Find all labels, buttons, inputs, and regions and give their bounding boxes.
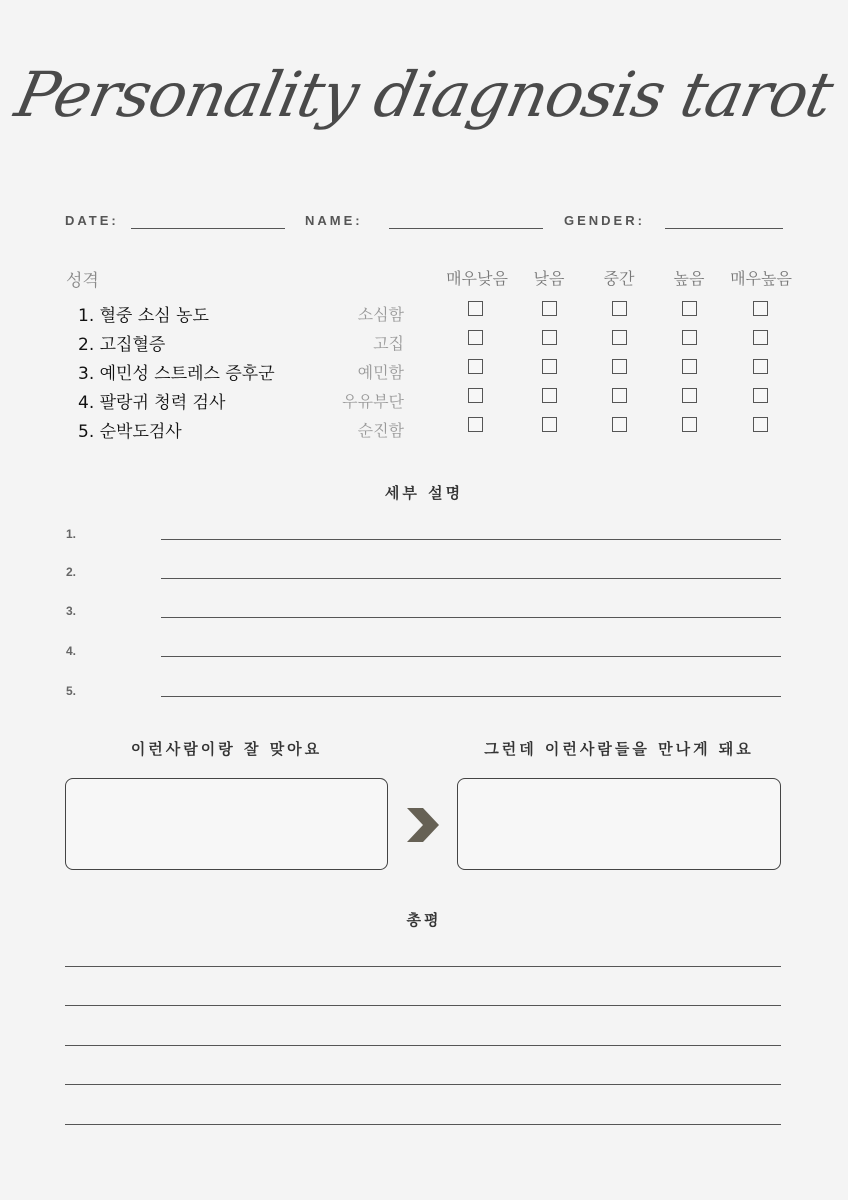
item-label: 4. 팔랑귀 청력 검사 xyxy=(78,393,226,413)
item-trait: 고집 xyxy=(373,334,404,353)
summary-line[interactable] xyxy=(65,1045,781,1046)
checkbox-high[interactable] xyxy=(682,359,697,374)
gender-label: GENDER: xyxy=(564,213,645,228)
rating-medium: 중간 xyxy=(603,269,635,288)
checkbox-high[interactable] xyxy=(682,388,697,403)
match-good-title: 이런사람이랑 잘 맞아요 xyxy=(130,740,323,758)
item-label: 1. 혈중 소심 농도 xyxy=(78,306,209,326)
summary-line[interactable] xyxy=(65,1084,781,1085)
checkbox-low[interactable] xyxy=(542,417,557,432)
checkbox-very-low[interactable] xyxy=(468,359,483,374)
match-good-box[interactable] xyxy=(65,778,388,870)
date-label: DATE: xyxy=(65,213,119,228)
checkbox-medium[interactable] xyxy=(612,417,627,432)
checkbox-very-high[interactable] xyxy=(753,359,768,374)
detail-line[interactable] xyxy=(161,656,781,657)
rating-very-high: 매우높음 xyxy=(730,269,792,288)
item-trait: 소심함 xyxy=(357,305,404,324)
item-label: 3. 예민성 스트레스 증후군 xyxy=(78,364,275,384)
checkbox-very-high[interactable] xyxy=(753,330,768,345)
summary-line[interactable] xyxy=(65,1005,781,1006)
checkbox-medium[interactable] xyxy=(612,301,627,316)
item-label: 2. 고집혈증 xyxy=(78,335,166,355)
name-label: NAME: xyxy=(305,213,363,228)
item-label: 5. 순박도검사 xyxy=(78,422,182,442)
checkbox-very-low[interactable] xyxy=(468,417,483,432)
gender-field-line[interactable] xyxy=(665,228,783,229)
detail-line[interactable] xyxy=(161,696,781,697)
name-field-line[interactable] xyxy=(389,228,543,229)
detail-line[interactable] xyxy=(161,539,781,540)
checkbox-low[interactable] xyxy=(542,330,557,345)
personality-header: 성격 xyxy=(66,271,99,291)
checkbox-low[interactable] xyxy=(542,388,557,403)
checkbox-low[interactable] xyxy=(542,301,557,316)
checkbox-very-high[interactable] xyxy=(753,417,768,432)
match-actual-title: 그런데 이런사람들을 만나게 돼요 xyxy=(484,740,754,758)
checkbox-high[interactable] xyxy=(682,330,697,345)
detail-number: 3. xyxy=(66,604,77,618)
checkbox-high[interactable] xyxy=(682,301,697,316)
detail-number: 1. xyxy=(66,527,77,541)
checkbox-very-low[interactable] xyxy=(468,388,483,403)
checkbox-very-low[interactable] xyxy=(468,330,483,345)
checkbox-high[interactable] xyxy=(682,417,697,432)
detail-number: 4. xyxy=(66,644,77,658)
item-trait: 순진함 xyxy=(357,421,404,440)
checkbox-very-low[interactable] xyxy=(468,301,483,316)
summary-line[interactable] xyxy=(65,966,781,967)
checkbox-medium[interactable] xyxy=(612,359,627,374)
detail-number: 2. xyxy=(66,565,77,579)
details-title: 세부 설명 xyxy=(384,484,464,502)
date-field-line[interactable] xyxy=(131,228,285,229)
checkbox-low[interactable] xyxy=(542,359,557,374)
detail-number: 5. xyxy=(66,684,77,698)
checkbox-medium[interactable] xyxy=(612,388,627,403)
page-title: Personality diagnosis tarot xyxy=(9,58,839,131)
rating-very-low: 매우낮음 xyxy=(446,269,508,288)
detail-line[interactable] xyxy=(161,617,781,618)
match-actual-box[interactable] xyxy=(457,778,781,870)
summary-line[interactable] xyxy=(65,1124,781,1125)
detail-line[interactable] xyxy=(161,578,781,579)
checkbox-very-high[interactable] xyxy=(753,388,768,403)
rating-low: 낮음 xyxy=(533,269,565,288)
chevron-right-icon xyxy=(405,808,441,842)
item-trait: 우유부단 xyxy=(342,392,404,411)
rating-high: 높음 xyxy=(673,269,705,288)
summary-title: 총평 xyxy=(406,911,442,929)
item-trait: 예민함 xyxy=(357,363,404,382)
checkbox-medium[interactable] xyxy=(612,330,627,345)
checkbox-very-high[interactable] xyxy=(753,301,768,316)
